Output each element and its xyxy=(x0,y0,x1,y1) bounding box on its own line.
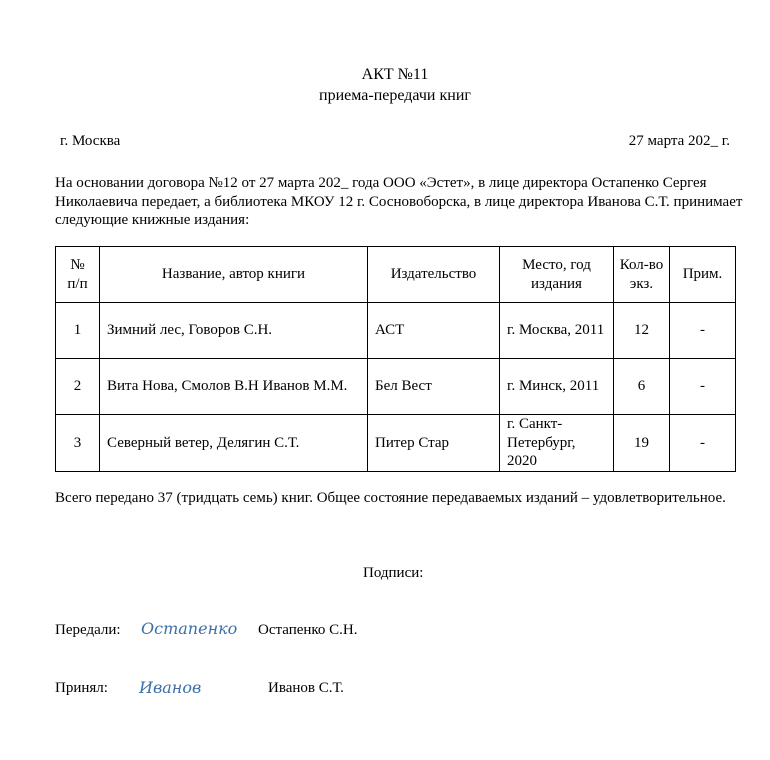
book-quantity: 19 xyxy=(614,415,670,472)
signatures-heading: Подписи: xyxy=(363,565,424,581)
table-row xyxy=(56,303,736,359)
column-header-place-year: Место, год издания xyxy=(500,247,614,303)
row-number: 2 xyxy=(56,359,100,415)
passed-name: Остапенко С.Н. xyxy=(258,622,358,638)
column-header-number: № п/п xyxy=(56,247,100,303)
table-header-row xyxy=(56,247,736,303)
book-place-year: г. Санкт-Петербург, 2020 xyxy=(500,415,614,472)
document-title: АКТ №11 xyxy=(361,66,429,83)
received-name: Иванов С.Т. xyxy=(268,680,344,696)
received-handwritten-signature: Иванов xyxy=(139,678,202,697)
received-label: Принял: xyxy=(55,680,108,696)
book-title-author: Вита Нова, Смолов В.Н Иванов М.М. xyxy=(100,359,368,415)
column-header-title-author: Название, автор книги xyxy=(100,247,368,303)
summary-paragraph: Всего передано 37 (тридцать семь) книг. Общее состояние передаваемых изданий – удовлетворительное. xyxy=(55,490,726,506)
passed-handwritten-signature: Остапенко xyxy=(141,619,238,638)
book-note: - xyxy=(670,415,736,472)
passed-label: Передали: xyxy=(55,622,121,638)
row-number: 1 xyxy=(56,303,100,359)
book-note: - xyxy=(670,359,736,415)
book-quantity: 6 xyxy=(614,359,670,415)
book-publisher: АСТ xyxy=(368,303,500,359)
book-publisher: Питер Стар xyxy=(368,415,500,472)
table-row xyxy=(56,415,736,472)
book-title-author: Северный ветер, Делягин С.Т. xyxy=(100,415,368,472)
table-row xyxy=(56,359,736,415)
document-subtitle: приема-передачи книг xyxy=(319,87,471,104)
column-header-publisher: Издательство xyxy=(368,247,500,303)
book-publisher: Бел Вест xyxy=(368,359,500,415)
city: г. Москва xyxy=(60,133,121,149)
book-quantity: 12 xyxy=(614,303,670,359)
row-number: 3 xyxy=(56,415,100,472)
document-date: 27 марта 202_ г. xyxy=(628,133,730,149)
column-header-note: Прим. xyxy=(670,247,736,303)
intro-paragraph: На основании договора №12 от 27 марта 202_ года ООО «Эстет», в лице директора Остапенко Сергея Николаевича передает, а библиотека МКОУ 12 г. Сосновоборска, в лице директора Иванова С.Т. принимает следующие книжные издания: xyxy=(55,175,743,228)
books-table xyxy=(55,246,736,472)
book-note: - xyxy=(670,303,736,359)
book-place-year: г. Минск, 2011 xyxy=(500,359,614,415)
book-place-year: г. Москва, 2011 xyxy=(500,303,614,359)
column-header-quantity: Кол-во экз. xyxy=(614,247,670,303)
book-title-author: Зимний лес, Говоров С.Н. xyxy=(100,303,368,359)
